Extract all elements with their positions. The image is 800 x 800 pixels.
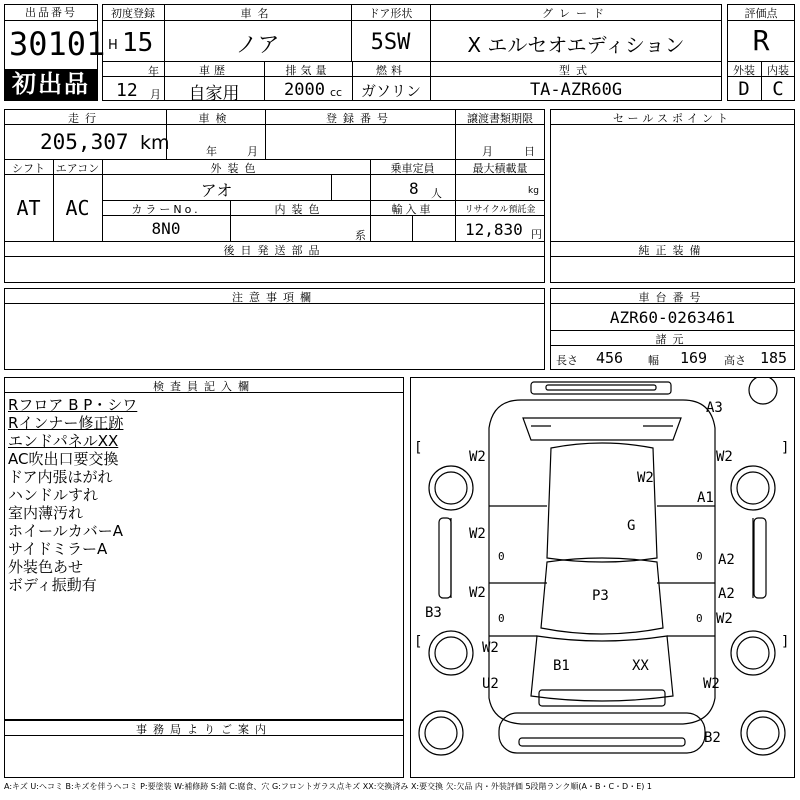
capacity: 8 [409, 179, 419, 198]
inspection-year-unit: 年 [206, 145, 217, 158]
reg-year: 15 [122, 28, 154, 58]
inspection-month-unit: 月 [247, 145, 258, 158]
model: TA-AZR60G [529, 80, 623, 100]
damage-w2-front-right: W2 [703, 676, 720, 692]
damage-zero-left-1: 0 [498, 550, 505, 563]
color-no-label: カラーNo. [131, 203, 201, 216]
length: 456 [596, 349, 624, 367]
damage-w2-front-left: W2 [482, 640, 499, 656]
bracket-right-1: ] [781, 440, 790, 456]
height-label: 高さ [724, 354, 746, 367]
reg-era: H [108, 38, 118, 53]
transfer-day-unit: 日 [524, 145, 535, 158]
height: 185 [760, 349, 788, 367]
reg-month-unit: 月 [150, 88, 161, 101]
lot-no-box [4, 4, 106, 101]
damage-u2: U2 [482, 676, 499, 692]
fuel: ガソリン [360, 82, 421, 100]
reg-month: 12 [116, 80, 138, 101]
history-label: 車歴 [199, 64, 229, 77]
damage-w2-roof: W2 [637, 470, 654, 486]
dims-label: 諸元 [655, 333, 690, 346]
damage-xx: XX [632, 658, 649, 674]
max-load-unit: kg [528, 186, 539, 196]
damage-w2-rear-left: W2 [469, 449, 486, 465]
damage-a3: A3 [706, 400, 723, 416]
ext-color-label: 外装色 [210, 162, 262, 175]
length-label: 長さ [556, 354, 578, 367]
interior-score: C [772, 78, 784, 100]
reg-year-label: 初度登録 [111, 7, 155, 20]
inspector-line-1: Rフロア B P・シワ [8, 396, 138, 414]
width: 169 [680, 349, 708, 367]
interior-label: 内装 [767, 64, 789, 77]
inspector-line-6: ハンドルすれ [8, 486, 99, 504]
sales-point-label: セールスポイント [612, 112, 732, 125]
lot-no-label: 出品番号 [5, 5, 97, 21]
int-color-unit: 系 [355, 229, 366, 242]
car-diagram-box [410, 377, 795, 778]
car-diagram [411, 378, 794, 777]
office-label: 事務局よりご案内 [136, 723, 272, 736]
max-load-label: 最大積載量 [472, 162, 528, 175]
car-name-label: 車名 [240, 7, 275, 20]
damage-a2-right-1: A2 [718, 552, 735, 568]
int-color-label: 内装色 [274, 203, 326, 216]
reg-year-unit: 年 [148, 65, 159, 78]
damage-zero-right-1: 0 [696, 550, 703, 563]
damage-zero-left-2: 0 [498, 612, 505, 625]
chassis-number: AZR60-0263461 [609, 308, 736, 327]
inspector-line-11: ボディ振動有 [8, 576, 97, 594]
inspector-line-5: ドア内張はがれ [8, 468, 113, 486]
damage-w2-right-front-door: W2 [716, 611, 733, 627]
door-label: ドア形状 [368, 7, 413, 20]
mileage-unit: km [140, 132, 170, 154]
damage-a1: A1 [697, 490, 714, 506]
displacement-label: 排気量 [285, 64, 331, 77]
damage-b3: B3 [425, 605, 442, 621]
damage-a2-right-2: A2 [718, 586, 735, 602]
door: 5SW [370, 30, 411, 55]
capacity-label: 乗車定員 [390, 162, 435, 175]
score: R [752, 24, 770, 57]
damage-zero-right-2: 0 [696, 612, 703, 625]
import-label: 輸入車 [391, 203, 434, 216]
damage-b1: B1 [553, 658, 570, 674]
grade: X エルセオエディション [467, 33, 685, 57]
later-parts-label: 後日発送部品 [223, 244, 326, 257]
shift: AT [16, 196, 41, 220]
bracket-left-1: [ [414, 440, 423, 456]
color-no: 8N0 [151, 219, 181, 238]
first-listing-badge: 初出品 [5, 69, 97, 100]
recycle: 12,830 [465, 220, 523, 239]
damage-w2-left-front-door: W2 [469, 585, 486, 601]
ac-label: エアコン [55, 162, 100, 175]
history: 自家用 [188, 84, 240, 104]
genuine-equip-label: 純正装備 [638, 244, 707, 257]
recycle-unit: 円 [531, 228, 542, 241]
ac: AC [65, 196, 90, 220]
score-label: 評価点 [744, 7, 778, 20]
damage-g: G [627, 518, 636, 534]
displacement-unit: cc [330, 86, 343, 99]
damage-p3: P3 [592, 588, 609, 604]
chassis-label: 車台番号 [638, 291, 707, 304]
grade-label: グレード [542, 7, 610, 20]
exterior-label: 外装 [733, 64, 755, 77]
exterior-score: D [738, 78, 750, 100]
mileage-label: 走行 [68, 112, 102, 125]
fuel-label: 燃料 [376, 64, 406, 77]
width-label: 幅 [648, 354, 659, 367]
legend: A:キズ U:ヘコミ B:キズを伴うヘコミ P:要塗装 W:補修跡 S:錆 C:腐食、穴 G:フロントガラス点キズ XX:交換済み X:要交換 欠:欠品 内・外装評価 5段階ランク順(A・B・C・D・E) 1 [4, 782, 653, 791]
displacement: 2000 [284, 80, 325, 100]
inspector-line-7: 室内薄汚れ [8, 504, 84, 522]
damage-w2-left-rear-door: W2 [469, 526, 486, 542]
lot-no: 30101 [9, 25, 106, 63]
inspector-line-2: Rインナー修正跡 [8, 414, 124, 432]
ext-color: アオ [200, 181, 233, 200]
car-name: ノア [235, 33, 280, 58]
capacity-unit: 人 [431, 187, 442, 200]
bracket-left-2: [ [414, 634, 423, 650]
inspector-label: 検査員記入欄 [153, 380, 255, 393]
transfer-label: 譲渡書類期限 [467, 112, 533, 125]
shift-label: シフト [12, 162, 45, 175]
recycle-label: リサイクル預託金 [464, 205, 536, 215]
model-label: 型式 [559, 64, 593, 77]
damage-b2: B2 [704, 730, 721, 746]
inspector-line-4: AC吹出口要交換 [8, 450, 119, 468]
damage-w2-rear-right: W2 [716, 449, 733, 465]
inspection-label: 車検 [198, 112, 233, 125]
mileage: 205,307 [40, 130, 129, 154]
transfer-month-unit: 月 [482, 145, 493, 158]
inspector-line-10: 外装色あせ [8, 558, 84, 576]
inspector-line-9: サイドミラーA [8, 540, 108, 558]
inspector-line-8: ホイールカバーA [8, 522, 123, 540]
bracket-right-2: ] [781, 634, 790, 650]
notes-label: 注意事項欄 [232, 291, 317, 304]
inspector-line-3: エンドパネルXX [8, 432, 119, 450]
reg-no-label: 登録番号 [326, 112, 394, 125]
